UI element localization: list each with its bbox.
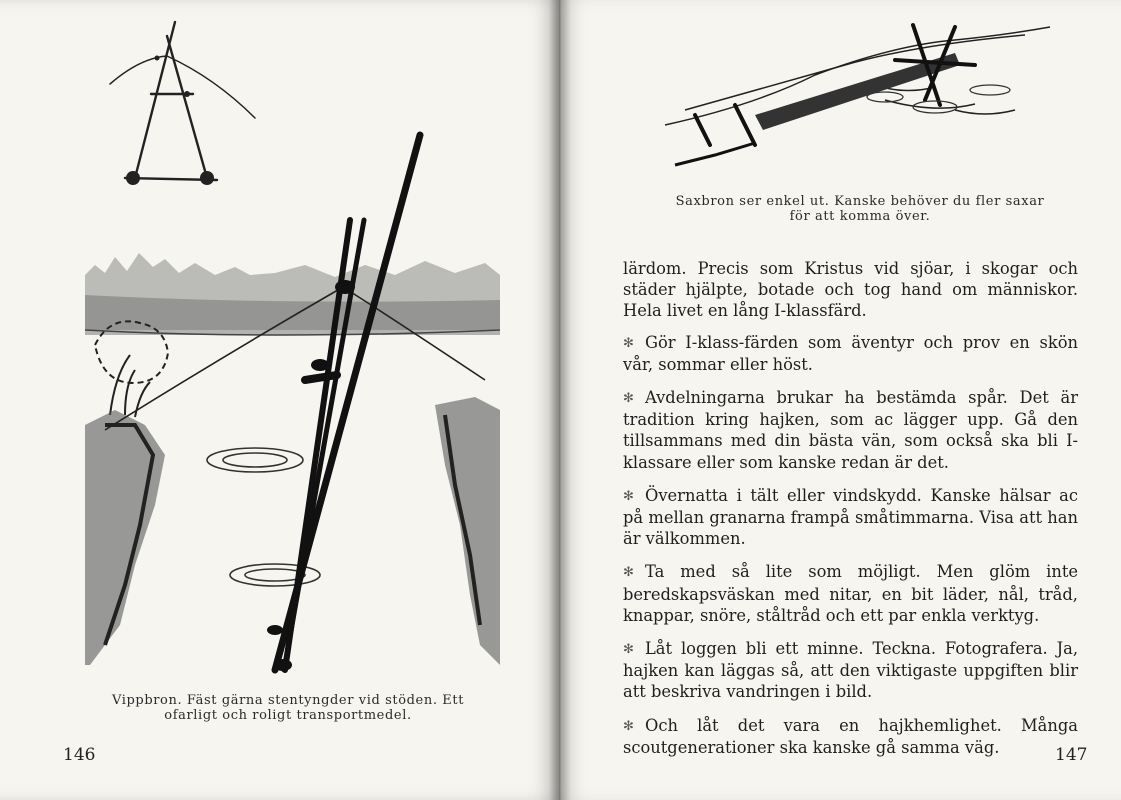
star-bullet-icon: ✻	[623, 565, 634, 581]
list-item	[623, 332, 1078, 375]
list-item-text: Och låt det vara en hajkhemlighet. Många scoutgenerationer ska kanske gå samma väg.	[623, 715, 1078, 757]
right-body-text	[623, 258, 1078, 770]
list-item	[623, 638, 1078, 703]
star-bullet-icon: ✻	[623, 642, 634, 658]
list-item	[623, 715, 1078, 758]
list-item-text: Övernatta i tält eller vindskydd. Kanske hälsar ac på mellan granarna frampå småtimmarna. Visa att han är välkommen.	[623, 485, 1078, 549]
left-caption: Vippbron. Fäst gärna stentyngder vid stöden. Ett ofarligt och roligt transportmedel.	[111, 693, 465, 723]
right-caption: Saxbron ser enkel ut. Kanske behöver du fler saxar för att komma över.	[675, 194, 1045, 224]
list-item-text: Avdelningarna brukar ha bestämda spår. Det är tradition kring hajken, som ac lägger upp. Gå den tillsammans med din bästa vän, som också ska bli I-klassare eller som kanske redan är det.	[623, 388, 1078, 472]
paragraph-intro: lärdom. Precis som Kristus vid sjöar, i skogar och städer hjälpte, botade och tog hand om människor. Hela livet en lång I-klassfärd.	[623, 259, 1078, 321]
list-item	[623, 561, 1078, 626]
list-item-text: Ta med så lite som möjligt. Men glöm inte beredskapsväskan med nitar, en bit läder, nål, tråd, knappar, snöre, ståltråd och ett par enkla verktyg.	[623, 562, 1078, 625]
list-item	[623, 387, 1078, 473]
right-page-number: 147	[1055, 745, 1088, 765]
left-page-number: 146	[63, 745, 96, 765]
star-bullet-icon: ✻	[623, 488, 634, 504]
list-item-text: Låt loggen bli ett minne. Teckna. Fotografera. Ja, hajken kan läggas så, att den viktigaste uppgiften blir att beskriva vandringen i bild.	[623, 639, 1078, 702]
list-item-text: Gör I-klass-färden som äventyr och prov en skön vår, sommar eller höst.	[623, 332, 1078, 374]
star-bullet-icon: ✻	[623, 391, 634, 407]
seesaw-bridge-illustration	[75, 125, 505, 690]
left-page	[0, 0, 560, 800]
scissor-bridge-illustration	[655, 15, 1055, 185]
star-bullet-icon: ✻	[623, 718, 634, 734]
list-item	[623, 485, 1078, 550]
book-gutter	[549, 0, 571, 800]
star-bullet-icon: ✻	[623, 335, 634, 351]
